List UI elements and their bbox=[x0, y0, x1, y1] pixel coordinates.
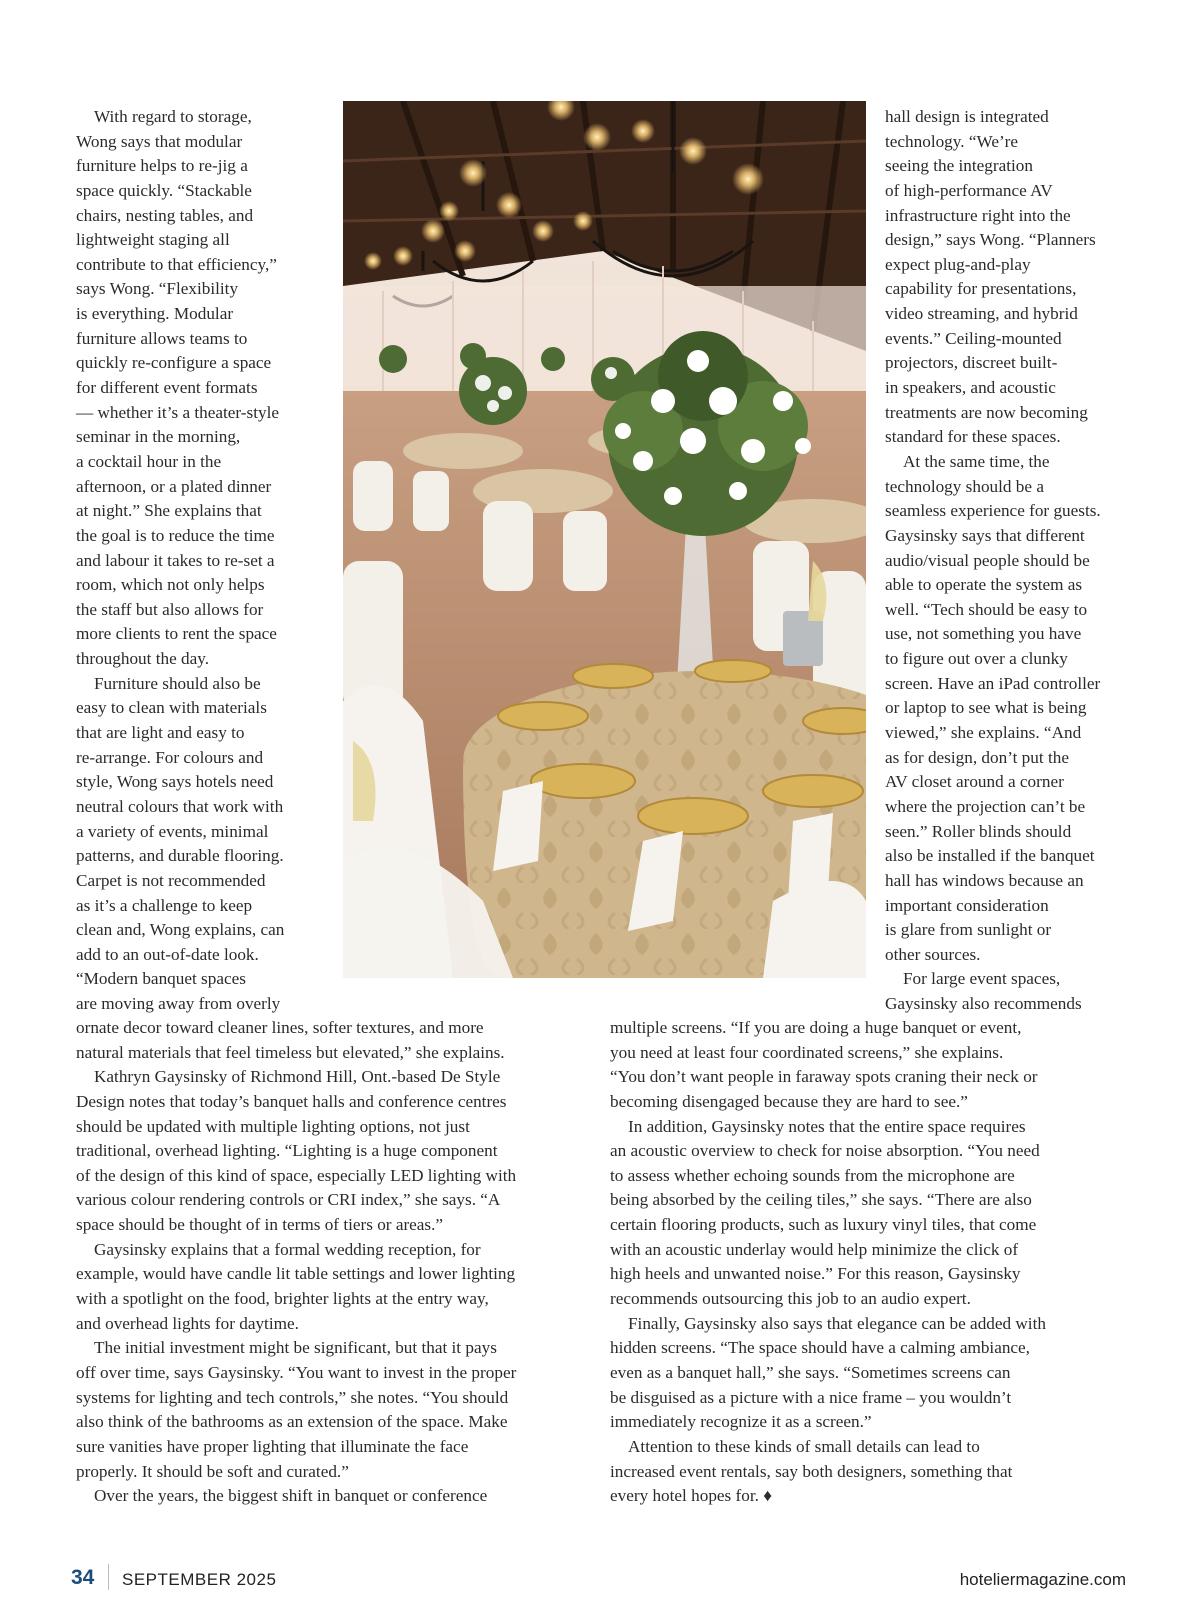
text-line: The initial investment might be significant, but that it pays bbox=[94, 1338, 497, 1358]
text-line: to figure out over a clunky bbox=[885, 649, 1068, 669]
site-url[interactable]: hoteliermagazine.com bbox=[959, 1570, 1126, 1589]
text-line: various colour rendering controls or CRI index,” she says. “A bbox=[76, 1190, 501, 1210]
text-line: is everything. Modular bbox=[76, 304, 234, 324]
text-line: capability for presentations, bbox=[885, 279, 1077, 299]
text-line: ornate decor toward cleaner lines, softer textures, and more bbox=[76, 1018, 484, 1037]
article-column-right bbox=[885, 105, 1150, 1017]
text-line: Carpet is not recommended bbox=[76, 870, 266, 890]
text-line: quickly re-configure a space bbox=[76, 353, 272, 373]
footer-divider bbox=[108, 1564, 109, 1590]
text-line: example, would have candle lit table settings and lower lighting bbox=[76, 1264, 516, 1284]
text-line: furniture helps to re-jig a bbox=[76, 156, 248, 176]
text-line: seminar in the morning, bbox=[76, 427, 241, 447]
text-line: viewed,” she explains. “And bbox=[885, 723, 1082, 743]
text-line: of the design of this kind of space, especially LED lighting with bbox=[76, 1165, 517, 1185]
text-line: standard for these spaces. bbox=[885, 427, 1061, 447]
text-line: At the same time, the bbox=[903, 451, 1050, 471]
text-line: says Wong. “Flexibility bbox=[76, 279, 239, 299]
text-line: recommends outsourcing this job to an audio expert. bbox=[610, 1289, 971, 1309]
text-line: use, not something you have bbox=[885, 624, 1082, 644]
text-line: Gaysinsky says that different bbox=[885, 525, 1085, 545]
text-line: sure vanities have proper lighting that illuminate the face bbox=[76, 1436, 469, 1456]
text-line: re-arrange. For colours and bbox=[76, 747, 264, 767]
text-line: of high-performance AV bbox=[885, 180, 1053, 200]
text-line: audio/visual people should be bbox=[885, 550, 1090, 570]
text-line: and overhead lights for daytime. bbox=[76, 1313, 299, 1333]
text-line: Kathryn Gaysinsky of Richmond Hill, Ont.-based De Style bbox=[94, 1067, 501, 1087]
text-line: Attention to these kinds of small details can lead to bbox=[628, 1436, 980, 1456]
text-line: traditional, overhead lighting. “Lighting is a huge component bbox=[76, 1141, 498, 1161]
text-line: off over time, says Gaysinsky. “You want to invest in the proper bbox=[76, 1362, 517, 1382]
text-line: throughout the day. bbox=[76, 649, 210, 669]
text-line: neutral colours that work with bbox=[76, 796, 284, 816]
text-line: becoming disengaged because they are hard to see.” bbox=[610, 1091, 968, 1111]
text-line: lightweight staging all bbox=[76, 230, 230, 250]
text-line: furniture allows teams to bbox=[76, 328, 248, 348]
text-line: systems for lighting and tech controls,” she notes. “You should bbox=[76, 1387, 509, 1407]
text-line: hall has windows because an bbox=[885, 870, 1084, 890]
text-line: seamless experience for guests. bbox=[885, 501, 1101, 521]
article-column-left bbox=[76, 105, 346, 1017]
text-line: multiple screens. “If you are doing a huge banquet or event, bbox=[610, 1018, 1022, 1037]
text-line: technology should be a bbox=[885, 476, 1044, 496]
text-line: projectors, discreet built- bbox=[885, 353, 1058, 373]
text-line: more clients to rent the space bbox=[76, 624, 277, 644]
text-line: increased event rentals, say both designers, something that bbox=[610, 1461, 1013, 1481]
text-line: With regard to storage, bbox=[94, 107, 252, 126]
text-line: AV closet around a corner bbox=[885, 772, 1064, 792]
text-line: an acoustic overview to check for noise absorption. “You need bbox=[610, 1141, 1040, 1161]
article-column-bottom-left bbox=[76, 1016, 606, 1509]
text-line: technology. “We’re bbox=[885, 131, 1019, 151]
text-line: are moving away from overly bbox=[76, 994, 281, 1014]
text-line: “You don’t want people in faraway spots craning their neck or bbox=[610, 1067, 1038, 1087]
text-line: certain flooring products, such as luxury vinyl tiles, that come bbox=[610, 1215, 1037, 1235]
text-line: also be installed if the banquet bbox=[885, 846, 1095, 866]
text-line: video streaming, and hybrid bbox=[885, 304, 1078, 324]
page-number: 34 bbox=[71, 1566, 95, 1589]
text-line: chairs, nesting tables, and bbox=[76, 205, 254, 225]
text-line: Furniture should also be bbox=[94, 673, 261, 693]
text-line: space should be thought of in terms of tiers or areas.” bbox=[76, 1215, 444, 1235]
text-line: clean and, Wong explains, can bbox=[76, 920, 285, 940]
text-line: In addition, Gaysinsky notes that the entire space requires bbox=[628, 1116, 1026, 1136]
text-line: where the projection can’t be bbox=[885, 796, 1086, 816]
text-line: even as a banquet hall,” she says. “Sometimes screens can bbox=[610, 1362, 1011, 1382]
text-line: a cocktail hour in the bbox=[76, 451, 222, 471]
text-line: treatments are now becoming bbox=[885, 402, 1088, 422]
text-line: Gaysinsky explains that a formal wedding reception, for bbox=[94, 1239, 481, 1259]
text-line: seeing the integration bbox=[885, 156, 1033, 176]
text-line: add to an out-of-date look. bbox=[76, 944, 259, 964]
text-line: contribute to that efficiency,” bbox=[76, 254, 277, 274]
text-line: the goal is to reduce the time bbox=[76, 525, 275, 545]
text-line: style, Wong says hotels need bbox=[76, 772, 274, 792]
text-line: afternoon, or a plated dinner bbox=[76, 476, 272, 496]
text-line: “Modern banquet spaces bbox=[76, 969, 246, 989]
text-line: important consideration bbox=[885, 895, 1049, 915]
text-line: with a spotlight on the food, brighter lights at the entry way, bbox=[76, 1289, 489, 1309]
text-line: well. “Tech should be easy to bbox=[885, 599, 1088, 619]
text-line: Wong says that modular bbox=[76, 131, 243, 151]
text-line: be disguised as a picture with a nice frame – you wouldn’t bbox=[610, 1387, 1012, 1407]
text-line: — whether it’s a theater-style bbox=[76, 402, 279, 422]
text-line: hidden screens. “The space should have a calming ambiance, bbox=[610, 1338, 1030, 1358]
text-line: Design notes that today’s banquet halls and conference centres bbox=[76, 1091, 507, 1111]
text-line: Gaysinsky also recommends bbox=[885, 994, 1082, 1014]
text-line: should be updated with multiple lighting options, not just bbox=[76, 1116, 470, 1136]
text-line: design,” says Wong. “Planners bbox=[885, 230, 1096, 250]
text-line: with an acoustic underlay would help minimize the click of bbox=[610, 1239, 1019, 1259]
text-line: hall design is integrated bbox=[885, 107, 1049, 126]
text-line: patterns, and durable flooring. bbox=[76, 846, 284, 866]
text-line: other sources. bbox=[885, 944, 981, 964]
article-column-bottom-right bbox=[610, 1016, 1150, 1509]
text-line: infrastructure right into the bbox=[885, 205, 1071, 225]
text-line: as for design, don’t put the bbox=[885, 747, 1069, 767]
text-line: Finally, Gaysinsky also says that elegance can be added with bbox=[628, 1313, 1046, 1333]
text-line: immediately recognize it as a screen.” bbox=[610, 1412, 872, 1432]
text-line: also think of the bathrooms as an extension of the space. Make bbox=[76, 1412, 508, 1432]
banquet-hall-photo bbox=[343, 101, 866, 978]
text-line: seen.” Roller blinds should bbox=[885, 821, 1072, 841]
text-line: or laptop to see what is being bbox=[885, 698, 1087, 718]
text-line: the staff but also allows for bbox=[76, 599, 264, 619]
text-line: being absorbed by the ceiling tiles,” she says. “There are also bbox=[610, 1190, 1032, 1210]
text-line: and labour it takes to re-set a bbox=[76, 550, 275, 570]
text-line: natural materials that feel timeless but elevated,” she explains. bbox=[76, 1042, 505, 1062]
text-line: For large event spaces, bbox=[903, 969, 1061, 989]
text-line: properly. It should be soft and curated.” bbox=[76, 1461, 349, 1481]
issue-date: SEPTEMBER 2025 bbox=[122, 1570, 277, 1589]
text-line: every hotel hopes for. ♦ bbox=[610, 1486, 772, 1506]
text-line: space quickly. “Stackable bbox=[76, 180, 252, 200]
text-line: easy to clean with materials bbox=[76, 698, 267, 718]
text-line: that are light and easy to bbox=[76, 723, 245, 743]
text-line: is glare from sunlight or bbox=[885, 920, 1052, 940]
text-line: a variety of events, minimal bbox=[76, 821, 269, 841]
text-line: for different event formats bbox=[76, 378, 258, 398]
text-line: screen. Have an iPad controller bbox=[885, 673, 1101, 693]
text-line: in speakers, and acoustic bbox=[885, 378, 1056, 398]
text-line: to assess whether echoing sounds from the microphone are bbox=[610, 1165, 1015, 1185]
text-line: able to operate the system as bbox=[885, 575, 1083, 595]
text-line: Over the years, the biggest shift in banquet or conference bbox=[94, 1486, 488, 1506]
text-line: high heels and unwanted noise.” For this reason, Gaysinsky bbox=[610, 1264, 1021, 1284]
text-line: expect plug-and-play bbox=[885, 254, 1031, 274]
text-line: you need at least four coordinated screens,” she explains. bbox=[610, 1042, 1004, 1062]
text-line: as it’s a challenge to keep bbox=[76, 895, 253, 915]
text-line: room, which not only helps bbox=[76, 575, 265, 595]
text-line: events.” Ceiling-mounted bbox=[885, 328, 1062, 348]
text-line: at night.” She explains that bbox=[76, 501, 262, 521]
